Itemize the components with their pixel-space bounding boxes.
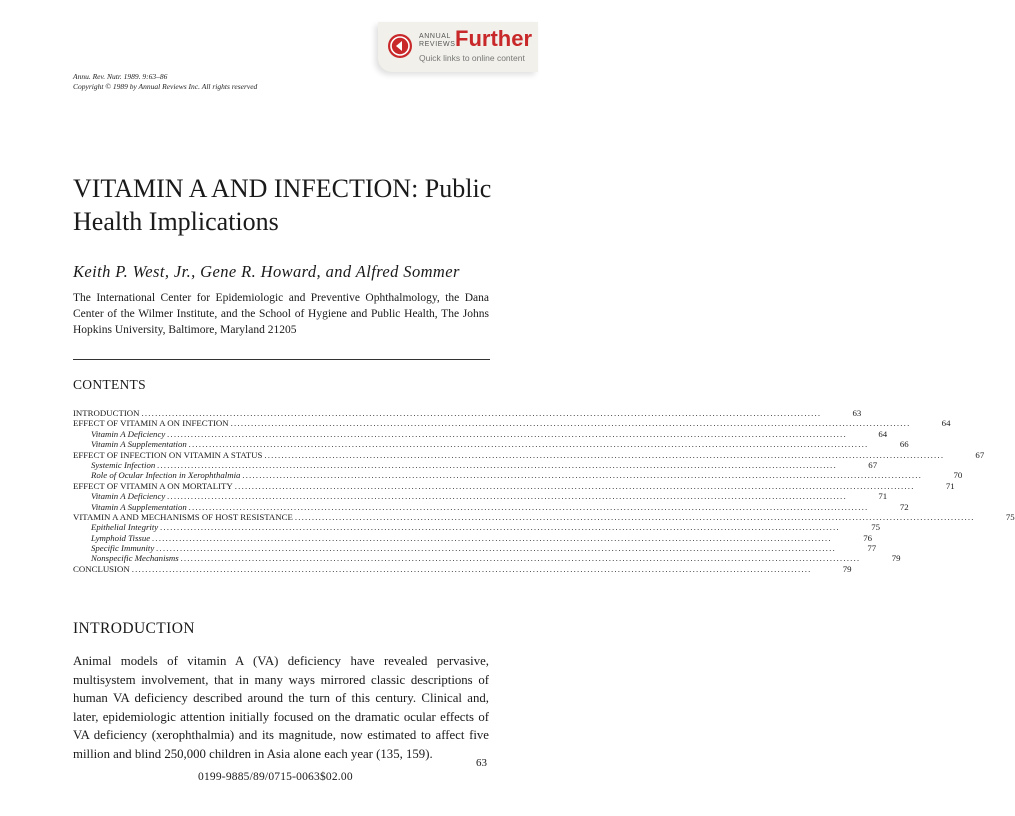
toc-entry[interactable] xyxy=(73,501,909,512)
further-label: Further xyxy=(455,26,532,51)
toc-entry-label: Vitamin A Supplementation xyxy=(91,501,187,512)
toc-leader-dots: ........................................................................................................................................................................................................ xyxy=(157,459,838,470)
toc-entry[interactable] xyxy=(73,563,852,574)
toc-leader-dots: ........................................................................................................................................................................................................ xyxy=(167,491,848,502)
contents-heading: CONTENTS xyxy=(73,377,146,392)
toc-entry-label: Lymphoid Tissue xyxy=(91,532,151,543)
toc-entry-label: Nonspecific Mechanisms xyxy=(91,553,179,564)
toc-entry[interactable] xyxy=(73,408,862,418)
toc-entry-page: 77 xyxy=(867,543,877,554)
toc-leader-dots: ........................................................................................................................................................................................................ xyxy=(188,439,869,450)
toc-entry[interactable] xyxy=(73,439,909,450)
toc-entry-label: Systemic Infection xyxy=(91,459,156,470)
toc-entry-page: 72 xyxy=(899,501,909,512)
reviews-label: REVIEWS xyxy=(419,41,456,48)
toc-entry-page: 70 xyxy=(953,470,963,481)
toc-entry[interactable] xyxy=(73,428,888,439)
toc-leader-dots: ........................................................................................................................................................................................................ xyxy=(167,428,848,439)
toc-entry-label: EFFECT OF VITAMIN A ON MORTALITY xyxy=(73,480,233,491)
toc-entry-label: Vitamin A Deficiency xyxy=(91,491,166,502)
annual-reviews-further-badge[interactable] xyxy=(378,22,538,72)
toc-leader-dots: ........................................................................................................................................................................................................ xyxy=(131,563,812,574)
toc-leader-dots: ........................................................................................................................................................................................................ xyxy=(264,449,945,460)
citation-line: Annu. Rev. Nutr. 1989. 9:63–86 xyxy=(73,72,168,81)
toc-leader-dots: ........................................................................................................................................................................................................ xyxy=(234,480,915,491)
toc-entry-page: 75 xyxy=(1005,511,1015,522)
toc-entry-label: VITAMIN A AND MECHANISMS OF HOST RESISTANCE xyxy=(73,511,293,522)
toc-entry-page: 63 xyxy=(852,408,862,418)
toc-entry-page: 71 xyxy=(878,491,888,502)
toc-entry-label: INTRODUCTION xyxy=(73,408,140,418)
toc-entry[interactable] xyxy=(73,470,963,481)
toc-entry[interactable] xyxy=(73,459,878,470)
toc-entry-page: 64 xyxy=(878,428,888,439)
toc-entry-page: 75 xyxy=(871,522,881,533)
toc-leader-dots: ........................................................................................................................................................................................................ xyxy=(230,418,911,429)
toc-entry[interactable] xyxy=(73,553,901,564)
toc-entry[interactable] xyxy=(73,543,877,554)
toc-entry[interactable] xyxy=(73,480,955,491)
toc-entry[interactable] xyxy=(73,511,1015,522)
page-number: 63 xyxy=(476,757,487,769)
toc-leader-dots: ........................................................................................................................................................................................................ xyxy=(294,511,975,522)
toc-entry-label: Specific Immunity xyxy=(91,543,155,554)
toc-leader-dots: ........................................................................................................................................................................................................ xyxy=(160,522,841,533)
toc-leader-dots: ........................................................................................................................................................................................................ xyxy=(141,408,822,418)
toc-entry-page: 76 xyxy=(863,532,872,543)
toc-entry-page: 67 xyxy=(975,449,985,460)
copyright-line: Copyright © 1989 by Annual Reviews Inc. All rights reserved xyxy=(73,82,258,91)
toc-entry-label: Epithelial Integrity xyxy=(91,522,159,533)
toc-entry-label: EFFECT OF VITAMIN A ON INFECTION xyxy=(73,418,229,429)
toc-entry[interactable] xyxy=(73,491,888,502)
toc-entry-page: 71 xyxy=(945,480,955,491)
toc-entry-page: 79 xyxy=(891,553,901,564)
introduction-paragraph: Animal models of vitamin A (VA) deficiency have revealed pervasive, multisystem involvement, that in many ways mirrored classic descriptions of human VA deficiency described around the turn of this century. Clinical and, later, epidemiologic attention initially focused on the dramatic ocular effects of VA deficiency (xerophthalmia) and its magnitude, now estimated to affect five million and blind 250,000 children in Asia alone each year (135, 159). xyxy=(73,654,489,761)
toc-entry-label: CONCLUSION xyxy=(73,563,130,574)
toc-entry-page: 67 xyxy=(868,459,878,470)
toc-entry-label: Vitamin A Supplementation xyxy=(91,439,187,450)
annual-label: ANNUAL xyxy=(419,33,451,40)
article-authors: Keith P. West, Jr., Gene R. Howard, and Alfred Sommer xyxy=(73,262,460,281)
toc-leader-dots: ........................................................................................................................................................................................................ xyxy=(180,553,861,564)
quick-links-tagline: Quick links to online content xyxy=(419,53,525,63)
annual-reviews-logo-icon xyxy=(388,34,412,58)
table-of-contents xyxy=(73,408,1015,574)
toc-leader-dots: ........................................................................................................................................................................................................ xyxy=(188,501,869,512)
toc-entry[interactable] xyxy=(73,418,951,429)
toc-entry-page: 66 xyxy=(899,439,909,450)
toc-entry-page: 79 xyxy=(842,563,852,574)
toc-entry[interactable] xyxy=(73,532,872,543)
section-divider xyxy=(73,359,490,360)
article-title: VITAMIN A AND INFECTION: Public Health Implications xyxy=(73,174,492,236)
article-code: 0199-9885/89/0715-0063$02.00 xyxy=(198,771,353,783)
author-affiliation: The International Center for Epidemiologic and Preventive Ophthalmology, the Dana Center of the Wilmer Institute, and the School of Hygiene and Public Health, The Johns Hopkins University, Baltimore, Maryland 21205 xyxy=(73,292,489,336)
toc-entry[interactable] xyxy=(73,522,881,533)
toc-entry-page: 64 xyxy=(941,418,951,429)
toc-entry-label: Role of Ocular Infection in Xerophthalmia xyxy=(91,470,241,481)
toc-leader-dots: ........................................................................................................................................................................................................ xyxy=(242,470,923,481)
toc-leader-dots: ........................................................................................................................................................................................................ xyxy=(156,543,837,554)
toc-entry-label: EFFECT OF INFECTION ON VITAMIN A STATUS xyxy=(73,449,263,460)
toc-entry[interactable] xyxy=(73,449,985,460)
introduction-heading: INTRODUCTION xyxy=(73,620,195,637)
toc-entry-label: Vitamin A Deficiency xyxy=(91,428,166,439)
toc-leader-dots: ........................................................................................................................................................................................................ xyxy=(152,532,832,543)
